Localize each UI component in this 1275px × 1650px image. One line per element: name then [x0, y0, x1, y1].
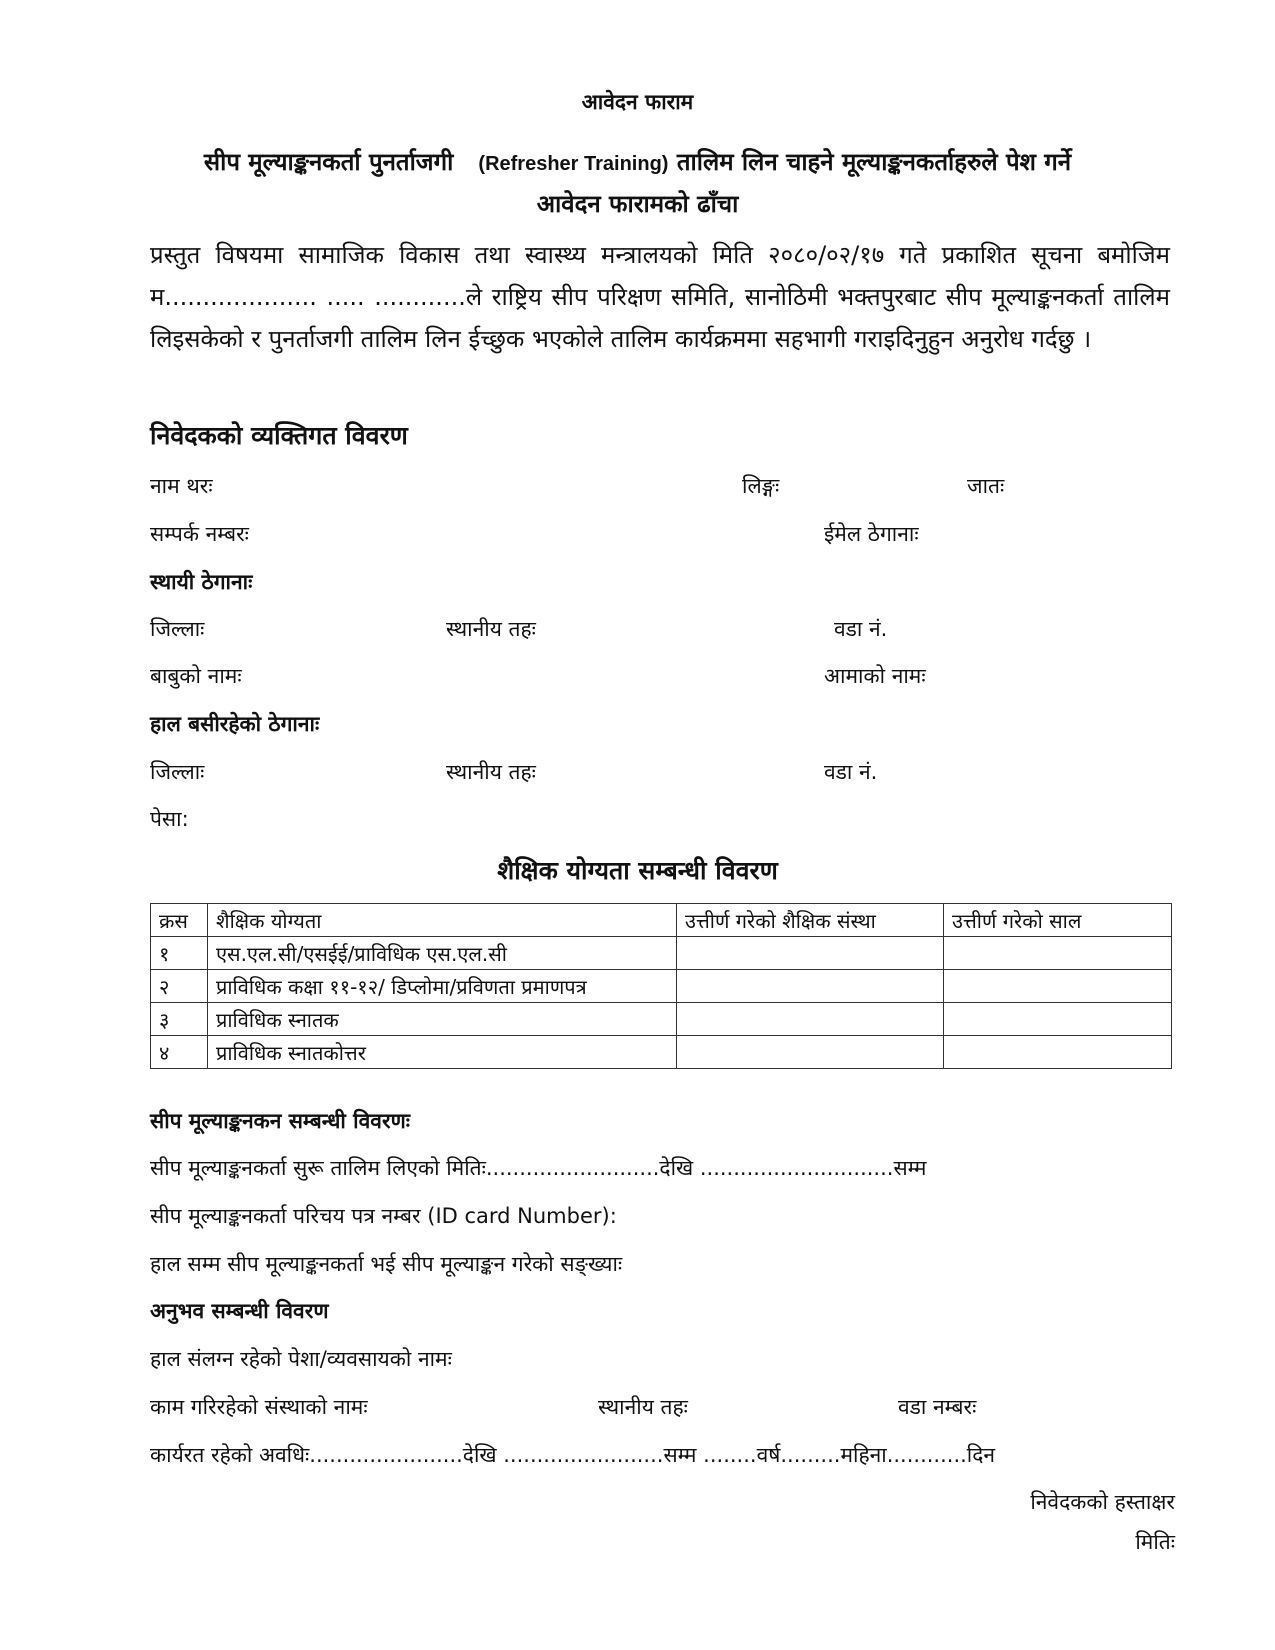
cell-year[interactable]	[944, 1036, 1172, 1069]
current-address-heading: हाल बसीरहेको ठेगानाः	[150, 712, 320, 736]
cell-sn: ३	[151, 1003, 208, 1036]
cell-qualification: प्राविधिक स्नातक	[208, 1003, 677, 1036]
cell-qualification: एस.एल.सी/एसईई/प्राविधिक एस.एल.सी	[208, 937, 677, 970]
assessment-count-line: हाल सम्म सीप मूल्याङ्कनकर्ता भई सीप मूल्याङ्कन गरेको सङ्ख्याः	[150, 1252, 623, 1276]
current-district-label: जिल्लाः	[150, 760, 205, 784]
org-local-level-label: स्थानीय तहः	[598, 1395, 688, 1419]
email-label: ईमेल ठेगानाः	[824, 522, 919, 546]
permanent-address-heading: स्थायी ठेगानाः	[150, 570, 253, 594]
permanent-local-level-label: स्थानीय तहः	[446, 617, 536, 641]
main-title-part-c: तालिम लिन चाहने मूल्याङ्कनकर्ताहरुले पेश गर्ने	[676, 148, 1072, 176]
cell-sn: ४	[151, 1036, 208, 1069]
cell-year[interactable]	[944, 937, 1172, 970]
cell-institution[interactable]	[677, 970, 944, 1003]
cell-qualification: प्राविधिक कक्षा ११-१२/ डिप्लोमा/प्रविणता प्रमाणपत्र	[208, 970, 677, 1003]
personal-heading: निवेदकको व्यक्तिगत विवरण	[150, 421, 408, 450]
name-label: नाम थरः	[150, 474, 213, 498]
education-heading: शैक्षिक योग्यता सम्बन्धी विवरण	[497, 856, 778, 885]
cell-qualification: प्राविधिक स्नातकोत्तर	[208, 1036, 677, 1069]
col-header-sn: क्रस	[151, 904, 208, 937]
occupation-label: पेसा:	[150, 807, 189, 831]
intro-paragraph: प्रस्तुत विषयमा सामाजिक विकास तथा स्वास्थ्य मन्त्रालयको मिति २०८०/०२/१७ गते प्रकाशित सूचना बमोजिम म.................... ..... ............ले राष्ट्रिय सीप परिक्षण समिति, सानोठिमी भक्तपुरबाट सीप मूल्याङ्कनकर्ता तालिम लिइसकेको र पुनर्ताजगी तालिम लिन ईच्छुक भएकोले तालिम कार्यक्रममा सहभागी गराइदिनुहुन अनुरोध गर्दछु ।	[150, 241, 1170, 353]
col-header-qualification: शैक्षिक योग्यता	[208, 904, 677, 937]
cell-institution[interactable]	[677, 1036, 944, 1069]
table-row	[151, 970, 1172, 1003]
current-ward-label: वडा नं.	[824, 760, 878, 784]
cell-sn: २	[151, 970, 208, 1003]
current-occupation-line: हाल संलग्न रहेको पेशा/व्यवसायको नामः	[150, 1347, 452, 1371]
permanent-district-label: जिल्लाः	[150, 617, 205, 641]
current-local-level-label: स्थानीय तहः	[446, 760, 536, 784]
main-title-line2: आवेदन फारामको ढाँचा	[536, 190, 739, 218]
table-row	[151, 1003, 1172, 1036]
father-name-label: बाबुको नामः	[150, 664, 242, 688]
cell-institution[interactable]	[677, 1003, 944, 1036]
org-name-label: काम गरिरहेको संस्थाको नामः	[150, 1395, 368, 1419]
id-card-line: सीप मूल्याङ्कनकर्ता परिचय पत्र नम्बर (ID card Number):	[150, 1204, 617, 1228]
mother-name-label: आमाको नामः	[824, 664, 926, 688]
col-header-institution: उत्तीर्ण गरेको शैक्षिक संस्था	[677, 904, 944, 937]
cell-institution[interactable]	[677, 937, 944, 970]
work-duration-line: कार्यरत रहेको अवधिः.......................देखि ........................सम्म ........वर्ष.........महिना............दिन	[150, 1443, 996, 1467]
caste-label: जातः	[967, 474, 1005, 498]
permanent-ward-label: वडा नं.	[834, 617, 888, 641]
org-ward-label: वडा नम्बरः	[898, 1395, 977, 1419]
signature-label: निवेदकको हस्ताक्षर	[1030, 1490, 1175, 1514]
training-date-line: सीप मूल्याङ्कनकर्ता सुरू तालिम लिएको मितिः..........................देखि .............................सम्म	[150, 1156, 927, 1180]
col-header-year: उत्तीर्ण गरेको साल	[944, 904, 1172, 937]
main-title-part-a: सीप मूल्याङ्कनकर्ता पुनर्ताजगी	[203, 148, 454, 176]
main-title-line1	[0, 145, 1275, 178]
table-header-row	[151, 904, 1172, 937]
date-label: मितिः	[1135, 1530, 1175, 1554]
form-title: आवेदन फाराम	[581, 90, 694, 114]
table-row	[151, 937, 1172, 970]
table-row	[151, 1036, 1172, 1069]
assessment-heading: सीप मूल्याङ्कनकन सम्बन्धी विवरणः	[150, 1109, 410, 1133]
education-table	[150, 903, 1172, 1069]
main-title-part-b: (Refresher Training)	[478, 153, 669, 175]
cell-year[interactable]	[944, 970, 1172, 1003]
experience-heading: अनुभव सम्बन्धी विवरण	[150, 1299, 329, 1323]
contact-label: सम्पर्क नम्बरः	[150, 522, 249, 546]
cell-year[interactable]	[944, 1003, 1172, 1036]
gender-label: लिङ्गः	[742, 474, 780, 498]
cell-sn: १	[151, 937, 208, 970]
